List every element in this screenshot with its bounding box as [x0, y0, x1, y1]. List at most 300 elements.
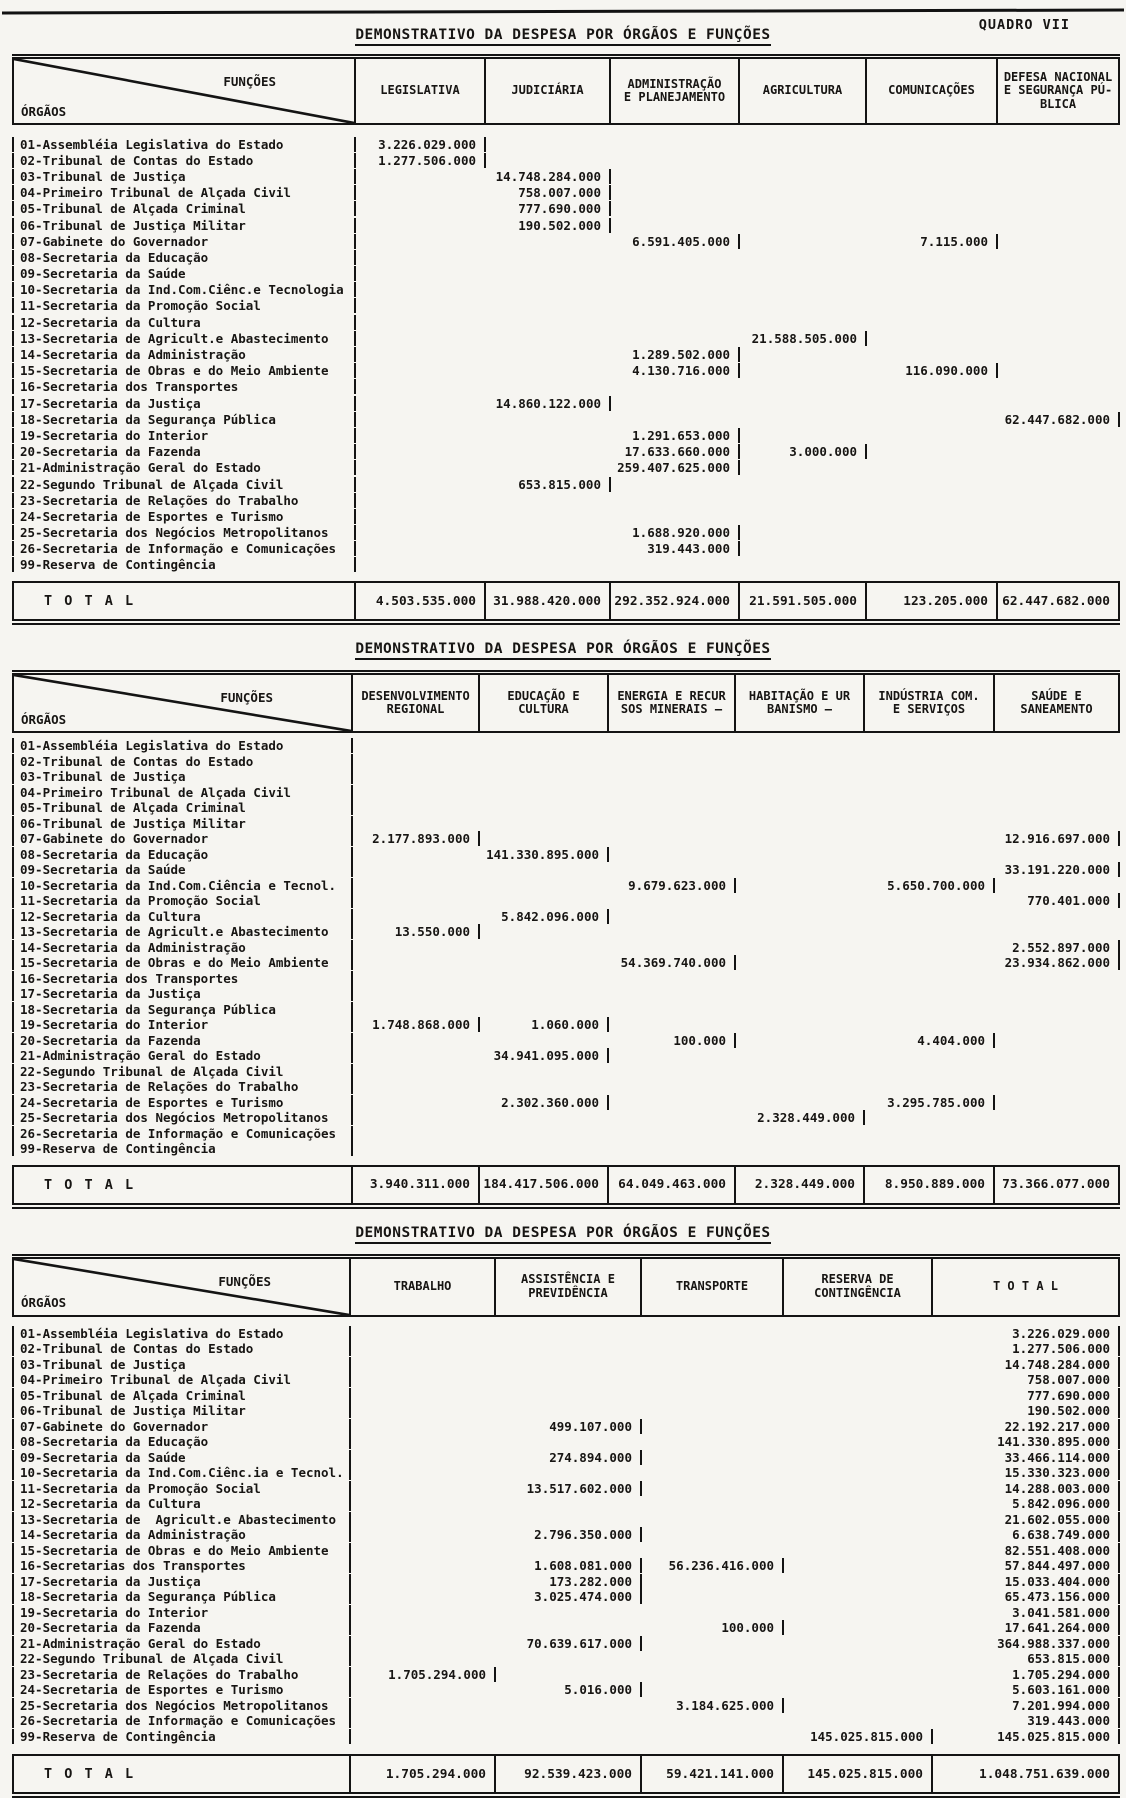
table-row: [12, 1496, 1120, 1512]
table-row: [12, 1682, 1120, 1698]
table-row: [12, 754, 1120, 770]
column-header-line: BLICA: [1039, 96, 1077, 111]
column-header-line: TRABALHO: [393, 1278, 452, 1293]
table-row: [12, 1620, 1120, 1636]
table-row: [12, 1651, 1120, 1667]
total-value-cell: 145.025.815.000: [784, 1756, 933, 1792]
org-cell: 09-Secretaria da Saúde: [12, 266, 356, 281]
value-cell: 12.916.697.000: [995, 831, 1120, 846]
value-cell: 5.603.161.000: [933, 1682, 1120, 1697]
org-cell: 20-Secretaria da Fazenda: [12, 444, 356, 459]
org-cell: 17-Secretaria da Justiça: [12, 1574, 351, 1589]
value-cell: 145.025.815.000: [933, 1729, 1120, 1744]
total-value-cell: 123.205.000: [867, 583, 998, 619]
value-cell: 3.000.000: [740, 444, 867, 459]
total-value-cell: 4.503.535.000: [356, 583, 486, 619]
table-row: [12, 444, 1120, 460]
org-cell: 04-Primeiro Tribunal de Alçada Civil: [12, 185, 356, 200]
value-cell: 22.192.217.000: [933, 1419, 1120, 1434]
org-cell: 13-Secretaria de Agricult.e Abastecimento: [12, 924, 353, 939]
column-header-line: BANISMO ―: [766, 702, 833, 717]
column-header-line: T O T A L: [992, 1278, 1059, 1293]
table-row: [12, 298, 1120, 314]
value-cell: 2.552.897.000: [995, 940, 1120, 955]
table-row: [12, 1512, 1120, 1528]
value-cell: 1.289.502.000: [611, 347, 740, 362]
value-cell: 14.748.284.000: [486, 169, 611, 184]
value-cell: 70.639.617.000: [496, 1636, 642, 1651]
table-row: [12, 168, 1120, 184]
table-row: [12, 831, 1120, 847]
section-title-1-text: DEMONSTRATIVO DA DESPESA POR ÓRGÃOS E FUNÇÕES: [355, 27, 770, 46]
column-header: [351, 1259, 496, 1315]
column-header: [784, 1259, 933, 1315]
org-cell: 25-Secretaria dos Negócios Metropolitanos: [12, 1110, 353, 1125]
org-cell: 08-Secretaria da Educação: [12, 250, 356, 265]
column-header-line: CULTURA: [518, 702, 569, 717]
value-cell: 17.641.264.000: [933, 1620, 1120, 1635]
column-header-line: TRANSPORTE: [675, 1278, 749, 1293]
section-title-2: [0, 641, 1126, 660]
table-row: [12, 136, 1120, 152]
org-cell: 14-Secretaria da Administração: [12, 347, 356, 362]
value-cell: 499.107.000: [496, 1419, 642, 1434]
total-label: T O T A L: [12, 583, 356, 619]
org-cell: 22-Segundo Tribunal de Alçada Civil: [12, 1064, 353, 1079]
value-cell: 21.602.055.000: [933, 1512, 1120, 1527]
column-header-line: PREVIDÊNCIA: [528, 1285, 608, 1300]
value-cell: 62.447.682.000: [998, 412, 1120, 427]
org-cell: 08-Secretaria da Educação: [12, 1434, 351, 1449]
column-header-line: LEGISLATIVA: [380, 83, 460, 98]
table-row: [12, 1079, 1120, 1095]
table-row: [12, 363, 1120, 379]
table-total-row: [12, 581, 1120, 619]
value-cell: 1.277.506.000: [356, 153, 486, 168]
value-cell: 17.633.660.000: [611, 444, 740, 459]
column-header-line: E SEGURANÇA PÚ-: [1003, 83, 1113, 98]
total-value-cell: 292.352.924.000: [611, 583, 740, 619]
column-header-line: AGRICULTURA: [762, 83, 843, 98]
table-row: [12, 893, 1120, 909]
org-cell: 03-Tribunal de Justiça: [12, 169, 356, 184]
table-row: [12, 955, 1120, 971]
table-row: [12, 217, 1120, 233]
table-row: [12, 1574, 1120, 1590]
column-header-line: ASSISTÊNCIA E: [521, 1272, 615, 1287]
table-row: [12, 1698, 1120, 1714]
value-cell: 653.815.000: [486, 477, 611, 492]
table-row: [12, 492, 1120, 508]
table-row: [12, 1465, 1120, 1481]
org-cell: 14-Secretaria da Administração: [12, 1527, 351, 1542]
org-cell: 23-Secretaria de Relações do Trabalho: [12, 1079, 353, 1094]
table-row: [12, 785, 1120, 801]
table-row: [12, 346, 1120, 362]
org-cell: 26-Secretaria de Informação e Comunicações: [12, 1713, 351, 1728]
org-cell: 99-Reserva de Contingência: [12, 557, 356, 572]
value-cell: 33.191.220.000: [995, 862, 1120, 877]
corner-orgaos-label: ÓRGÃOS: [21, 1295, 67, 1311]
value-cell: 5.842.096.000: [480, 909, 609, 924]
value-cell: 57.844.497.000: [933, 1558, 1120, 1573]
org-cell: 09-Secretaria da Saúde: [12, 862, 353, 877]
org-cell: 11-Secretaria da Promoção Social: [12, 893, 353, 908]
value-cell: 5.842.096.000: [933, 1496, 1120, 1511]
org-cell: 22-Segundo Tribunal de Alçada Civil: [12, 1651, 351, 1666]
table-row: [12, 460, 1120, 476]
value-cell: 190.502.000: [486, 218, 611, 233]
value-cell: 2.796.350.000: [496, 1527, 642, 1542]
value-cell: 145.025.815.000: [784, 1729, 933, 1744]
value-cell: 777.690.000: [933, 1388, 1120, 1403]
value-cell: 3.041.581.000: [933, 1605, 1120, 1620]
total-value-cell: 1.705.294.000: [351, 1756, 496, 1792]
table-row: [12, 1713, 1120, 1729]
table-row: [12, 1372, 1120, 1388]
value-cell: 3.025.474.000: [496, 1589, 642, 1604]
table-row: [12, 1326, 1120, 1342]
table-row: [12, 1729, 1120, 1745]
table-row: [12, 1064, 1120, 1080]
column-header: [609, 675, 736, 731]
table-row: [12, 1048, 1120, 1064]
value-cell: 23.934.862.000: [995, 955, 1120, 970]
section-title-3: [0, 1225, 1126, 1244]
column-header: [933, 1259, 1120, 1315]
value-cell: 173.282.000: [496, 1574, 642, 1589]
table-row: [12, 909, 1120, 925]
org-cell: 21-Administração Geral do Estado: [12, 1048, 353, 1063]
page-header: [0, 13, 1126, 43]
org-cell: 18-Secretaria da Segurança Pública: [12, 412, 356, 427]
table-header-row: [12, 59, 1120, 125]
column-header: [998, 59, 1120, 123]
org-cell: 16-Secretarias dos Transportes: [12, 1558, 351, 1573]
table-row: [12, 1033, 1120, 1049]
total-value-cell: 92.539.423.000: [496, 1756, 642, 1792]
value-cell: 1.748.868.000: [353, 1017, 480, 1032]
org-cell: 08-Secretaria da Educação: [12, 847, 353, 862]
value-cell: 33.466.114.000: [933, 1450, 1120, 1465]
table-row: [12, 395, 1120, 411]
value-cell: 14.288.003.000: [933, 1481, 1120, 1496]
column-header: [865, 675, 995, 731]
org-cell: 17-Secretaria da Justiça: [12, 396, 356, 411]
org-cell: 07-Gabinete do Governador: [12, 1419, 351, 1434]
value-cell: 319.443.000: [611, 541, 740, 556]
table-row: [12, 1558, 1120, 1574]
column-header-line: E SERVIÇOS: [892, 702, 966, 717]
value-cell: 653.815.000: [933, 1651, 1120, 1666]
table-row: [12, 427, 1120, 443]
table-row: [12, 738, 1120, 754]
value-cell: 3.184.625.000: [642, 1698, 784, 1713]
value-cell: 34.941.095.000: [480, 1048, 609, 1063]
column-header-line: HABITAÇÃO E UR: [748, 688, 851, 703]
value-cell: 2.328.449.000: [736, 1110, 865, 1125]
value-cell: 13.517.602.000: [496, 1481, 642, 1496]
org-cell: 18-Secretaria da Segurança Pública: [12, 1002, 353, 1017]
value-cell: 1.688.920.000: [611, 525, 740, 540]
table-row: [12, 862, 1120, 878]
table-row: [12, 1341, 1120, 1357]
table-row: [12, 1419, 1120, 1435]
table-row: [12, 1357, 1120, 1373]
total-value-cell: 64.049.463.000: [609, 1167, 736, 1203]
table-row: [12, 1141, 1120, 1157]
column-header: [736, 675, 865, 731]
table-row: [12, 1110, 1120, 1126]
column-header-line: RESERVA DE: [821, 1272, 894, 1287]
table-row: [12, 411, 1120, 427]
section-title-2-text: DEMONSTRATIVO DA DESPESA POR ÓRGÃOS E FUNÇÕES: [355, 641, 770, 660]
table-row: [12, 185, 1120, 201]
table-row: [12, 541, 1120, 557]
value-cell: 1.608.081.000: [496, 1558, 642, 1573]
value-cell: 4.404.000: [865, 1033, 995, 1048]
column-header-line: SANEAMENTO: [1020, 702, 1093, 717]
table-row: [12, 1095, 1120, 1111]
table-total-row: [12, 1165, 1120, 1203]
table-row: [12, 1527, 1120, 1543]
column-header: [867, 59, 998, 123]
orgaos-funcoes-corner-cell: [12, 1259, 351, 1315]
org-cell: 26-Secretaria de Informação e Comunicações: [12, 1126, 353, 1141]
corner-funcoes-label: FUNÇÕES: [223, 74, 276, 89]
table-row: [12, 1589, 1120, 1605]
table-row: [12, 940, 1120, 956]
value-cell: 1.705.294.000: [933, 1667, 1120, 1682]
total-value-cell: 21.591.505.000: [740, 583, 867, 619]
org-cell: 03-Tribunal de Justiça: [12, 769, 353, 784]
table-row: [12, 800, 1120, 816]
org-cell: 10-Secretaria da Ind.Com.Ciênc.e Tecnologia: [12, 282, 356, 297]
value-cell: 14.748.284.000: [933, 1357, 1120, 1372]
table-row: [12, 1017, 1120, 1033]
expense-table-1: [12, 54, 1120, 625]
orgaos-funcoes-corner-cell: [12, 59, 356, 123]
org-cell: 15-Secretaria de Obras e do Meio Ambiente: [12, 1543, 351, 1558]
total-value-cell: 1.048.751.639.000: [933, 1756, 1120, 1792]
column-header: [480, 675, 609, 731]
table-row: [12, 816, 1120, 832]
table-row: [12, 330, 1120, 346]
total-value-cell: 2.328.449.000: [736, 1167, 865, 1203]
total-value-cell: 184.417.506.000: [480, 1167, 609, 1203]
org-cell: 13-Secretaria de Agricult.e Abastecimento: [12, 331, 356, 346]
column-header: [353, 675, 480, 731]
value-cell: 319.443.000: [933, 1713, 1120, 1728]
value-cell: 274.894.000: [496, 1450, 642, 1465]
org-cell: 21-Administração Geral do Estado: [12, 1636, 351, 1651]
corner-funcoes-label: FUNÇÕES: [218, 1273, 271, 1289]
org-cell: 19-Secretaria do Interior: [12, 1605, 351, 1620]
table-row: [12, 282, 1120, 298]
table-row: [12, 379, 1120, 395]
org-cell: 20-Secretaria da Fazenda: [12, 1620, 351, 1635]
value-cell: 15.033.404.000: [933, 1574, 1120, 1589]
table-row: [12, 847, 1120, 863]
value-cell: 7.201.994.000: [933, 1698, 1120, 1713]
org-cell: 19-Secretaria do Interior: [12, 428, 356, 443]
org-cell: 15-Secretaria de Obras e do Meio Ambiente: [12, 955, 353, 970]
column-header: [740, 59, 867, 123]
org-cell: 10-Secretaria da Ind.Com.Ciênc.ia e Tecnol.: [12, 1465, 351, 1480]
value-cell: 777.690.000: [486, 201, 611, 216]
table-row: [12, 1667, 1120, 1683]
table-row: [12, 769, 1120, 785]
column-header-line: REGIONAL: [386, 702, 445, 717]
org-cell: 03-Tribunal de Justiça: [12, 1357, 351, 1372]
org-cell: 06-Tribunal de Justiça Militar: [12, 1403, 351, 1418]
value-cell: 14.860.122.000: [486, 396, 611, 411]
value-cell: 13.550.000: [353, 924, 480, 939]
org-cell: 05-Tribunal de Alçada Criminal: [12, 1388, 351, 1403]
value-cell: 1.060.000: [480, 1017, 609, 1032]
column-header-line: SOS MINERAIS ―: [620, 702, 723, 717]
column-header-line: DESENVOLVIMENTO: [361, 688, 470, 703]
org-cell: 99-Reserva de Contingência: [12, 1729, 351, 1744]
table-row: [12, 1636, 1120, 1652]
total-value-cell: 62.447.682.000: [998, 583, 1120, 619]
table-body: [12, 733, 1120, 1165]
value-cell: 2.302.360.000: [480, 1095, 609, 1110]
value-cell: 9.679.623.000: [609, 878, 736, 893]
org-cell: 24-Secretaria de Esportes e Turismo: [12, 509, 356, 524]
value-cell: 141.330.895.000: [933, 1434, 1120, 1449]
org-cell: 22-Segundo Tribunal de Alçada Civil: [12, 477, 356, 492]
value-cell: 82.551.408.000: [933, 1543, 1120, 1558]
total-label: T O T A L: [12, 1756, 351, 1792]
column-header-line: ADMINISTRAÇÃO: [627, 76, 722, 91]
table-row: [12, 233, 1120, 249]
value-cell: 5.016.000: [496, 1682, 642, 1697]
orgaos-funcoes-corner-cell: [12, 675, 353, 731]
table-row: [12, 1126, 1120, 1142]
value-cell: 770.401.000: [995, 893, 1120, 908]
value-cell: 65.473.156.000: [933, 1589, 1120, 1604]
value-cell: 1.277.506.000: [933, 1341, 1120, 1356]
org-cell: 23-Secretaria de Relações do Trabalho: [12, 493, 356, 508]
section-title-3-text: DEMONSTRATIVO DA DESPESA POR ÓRGÃOS E FUNÇÕES: [355, 1225, 770, 1244]
org-cell: 01-Assembléia Legislativa do Estado: [12, 137, 356, 152]
value-cell: 2.177.893.000: [353, 831, 480, 846]
total-value-cell: 59.421.141.000: [642, 1756, 784, 1792]
value-cell: 7.115.000: [867, 234, 998, 249]
column-header: [995, 675, 1120, 731]
value-cell: 54.369.740.000: [609, 955, 736, 970]
value-cell: 3.295.785.000: [865, 1095, 995, 1110]
value-cell: 3.226.029.000: [933, 1326, 1120, 1341]
org-cell: 15-Secretaria de Obras e do Meio Ambiente: [12, 363, 356, 378]
org-cell: 01-Assembléia Legislativa do Estado: [12, 1326, 351, 1341]
org-cell: 05-Tribunal de Alçada Criminal: [12, 201, 356, 216]
table-row: [12, 314, 1120, 330]
column-header-line: EDUCAÇÃO E: [507, 688, 580, 703]
value-cell: 21.588.505.000: [740, 331, 867, 346]
org-cell: 04-Primeiro Tribunal de Alçada Civil: [12, 785, 353, 800]
spacer-row: [12, 125, 1120, 136]
org-cell: 04-Primeiro Tribunal de Alçada Civil: [12, 1372, 351, 1387]
quadro-label: QUADRO VII: [978, 17, 1070, 33]
total-value-cell: 31.988.420.000: [486, 583, 611, 619]
org-cell: 06-Tribunal de Justiça Militar: [12, 816, 353, 831]
org-cell: 10-Secretaria da Ind.Com.Ciência e Tecnol.: [12, 878, 353, 893]
table-header-row: [12, 675, 1120, 733]
column-header: [611, 59, 740, 123]
table-row: [12, 1605, 1120, 1621]
org-cell: 25-Secretaria dos Negócios Metropolitanos: [12, 525, 356, 540]
value-cell: 758.007.000: [486, 185, 611, 200]
org-cell: 14-Secretaria da Administração: [12, 940, 353, 955]
org-cell: 12-Secretaria da Cultura: [12, 909, 353, 924]
table-body: [12, 1317, 1120, 1755]
table-row: [12, 924, 1120, 940]
table-row: [12, 878, 1120, 894]
org-cell: 11-Secretaria da Promoção Social: [12, 1481, 351, 1496]
column-header-line: SAÚDE E: [1031, 688, 1082, 703]
org-cell: 99-Reserva de Contingência: [12, 1141, 353, 1156]
org-cell: 16-Secretaria dos Transportes: [12, 379, 356, 394]
value-cell: 6.638.749.000: [933, 1527, 1120, 1542]
column-header-line: COMUNICAÇÕES: [888, 83, 975, 98]
org-cell: 02-Tribunal de Contas do Estado: [12, 754, 353, 769]
value-cell: 5.650.700.000: [865, 878, 995, 893]
org-cell: 02-Tribunal de Contas do Estado: [12, 153, 356, 168]
value-cell: 190.502.000: [933, 1403, 1120, 1418]
table-row: [12, 201, 1120, 217]
column-header-line: DEFESA NACIONAL: [1003, 69, 1113, 84]
table-row: [12, 1481, 1120, 1497]
column-header: [356, 59, 486, 123]
column-header-line: E PLANEJAMENTO: [623, 90, 726, 104]
org-cell: 19-Secretaria do Interior: [12, 1017, 353, 1032]
table-row: [12, 508, 1120, 524]
value-cell: 6.591.405.000: [611, 234, 740, 249]
corner-orgaos-label: ÓRGÃOS: [21, 711, 67, 727]
column-header-line: JUDICIÁRIA: [511, 83, 584, 98]
value-cell: 364.988.337.000: [933, 1636, 1120, 1651]
org-cell: 01-Assembléia Legislativa do Estado: [12, 738, 353, 753]
org-cell: 25-Secretaria dos Negócios Metropolitanos: [12, 1698, 351, 1713]
total-value-cell: 8.950.889.000: [865, 1167, 995, 1203]
table-row: [12, 476, 1120, 492]
value-cell: 3.226.029.000: [356, 137, 486, 152]
org-cell: 18-Secretaria da Segurança Pública: [12, 1589, 351, 1604]
table-row: [12, 1543, 1120, 1559]
org-cell: 12-Secretaria da Cultura: [12, 315, 356, 330]
expense-table-3: [12, 1254, 1120, 1798]
table-row: [12, 986, 1120, 1002]
org-cell: 12-Secretaria da Cultura: [12, 1496, 351, 1511]
org-cell: 21-Administração Geral do Estado: [12, 460, 356, 475]
value-cell: 116.090.000: [867, 363, 998, 378]
value-cell: 758.007.000: [933, 1372, 1120, 1387]
column-header: [642, 1259, 784, 1315]
table-row: [12, 525, 1120, 541]
org-cell: 09-Secretaria da Saúde: [12, 1450, 351, 1465]
column-header: [496, 1259, 642, 1315]
org-cell: 11-Secretaria da Promoção Social: [12, 298, 356, 313]
expense-table-2: [12, 670, 1120, 1209]
corner-funcoes-label: FUNÇÕES: [220, 690, 273, 706]
table-row: [12, 1403, 1120, 1419]
value-cell: 4.130.716.000: [611, 363, 740, 378]
table-row: [12, 971, 1120, 987]
table-row: [12, 249, 1120, 265]
org-cell: 23-Secretaria de Relações do Trabalho: [12, 1667, 351, 1682]
